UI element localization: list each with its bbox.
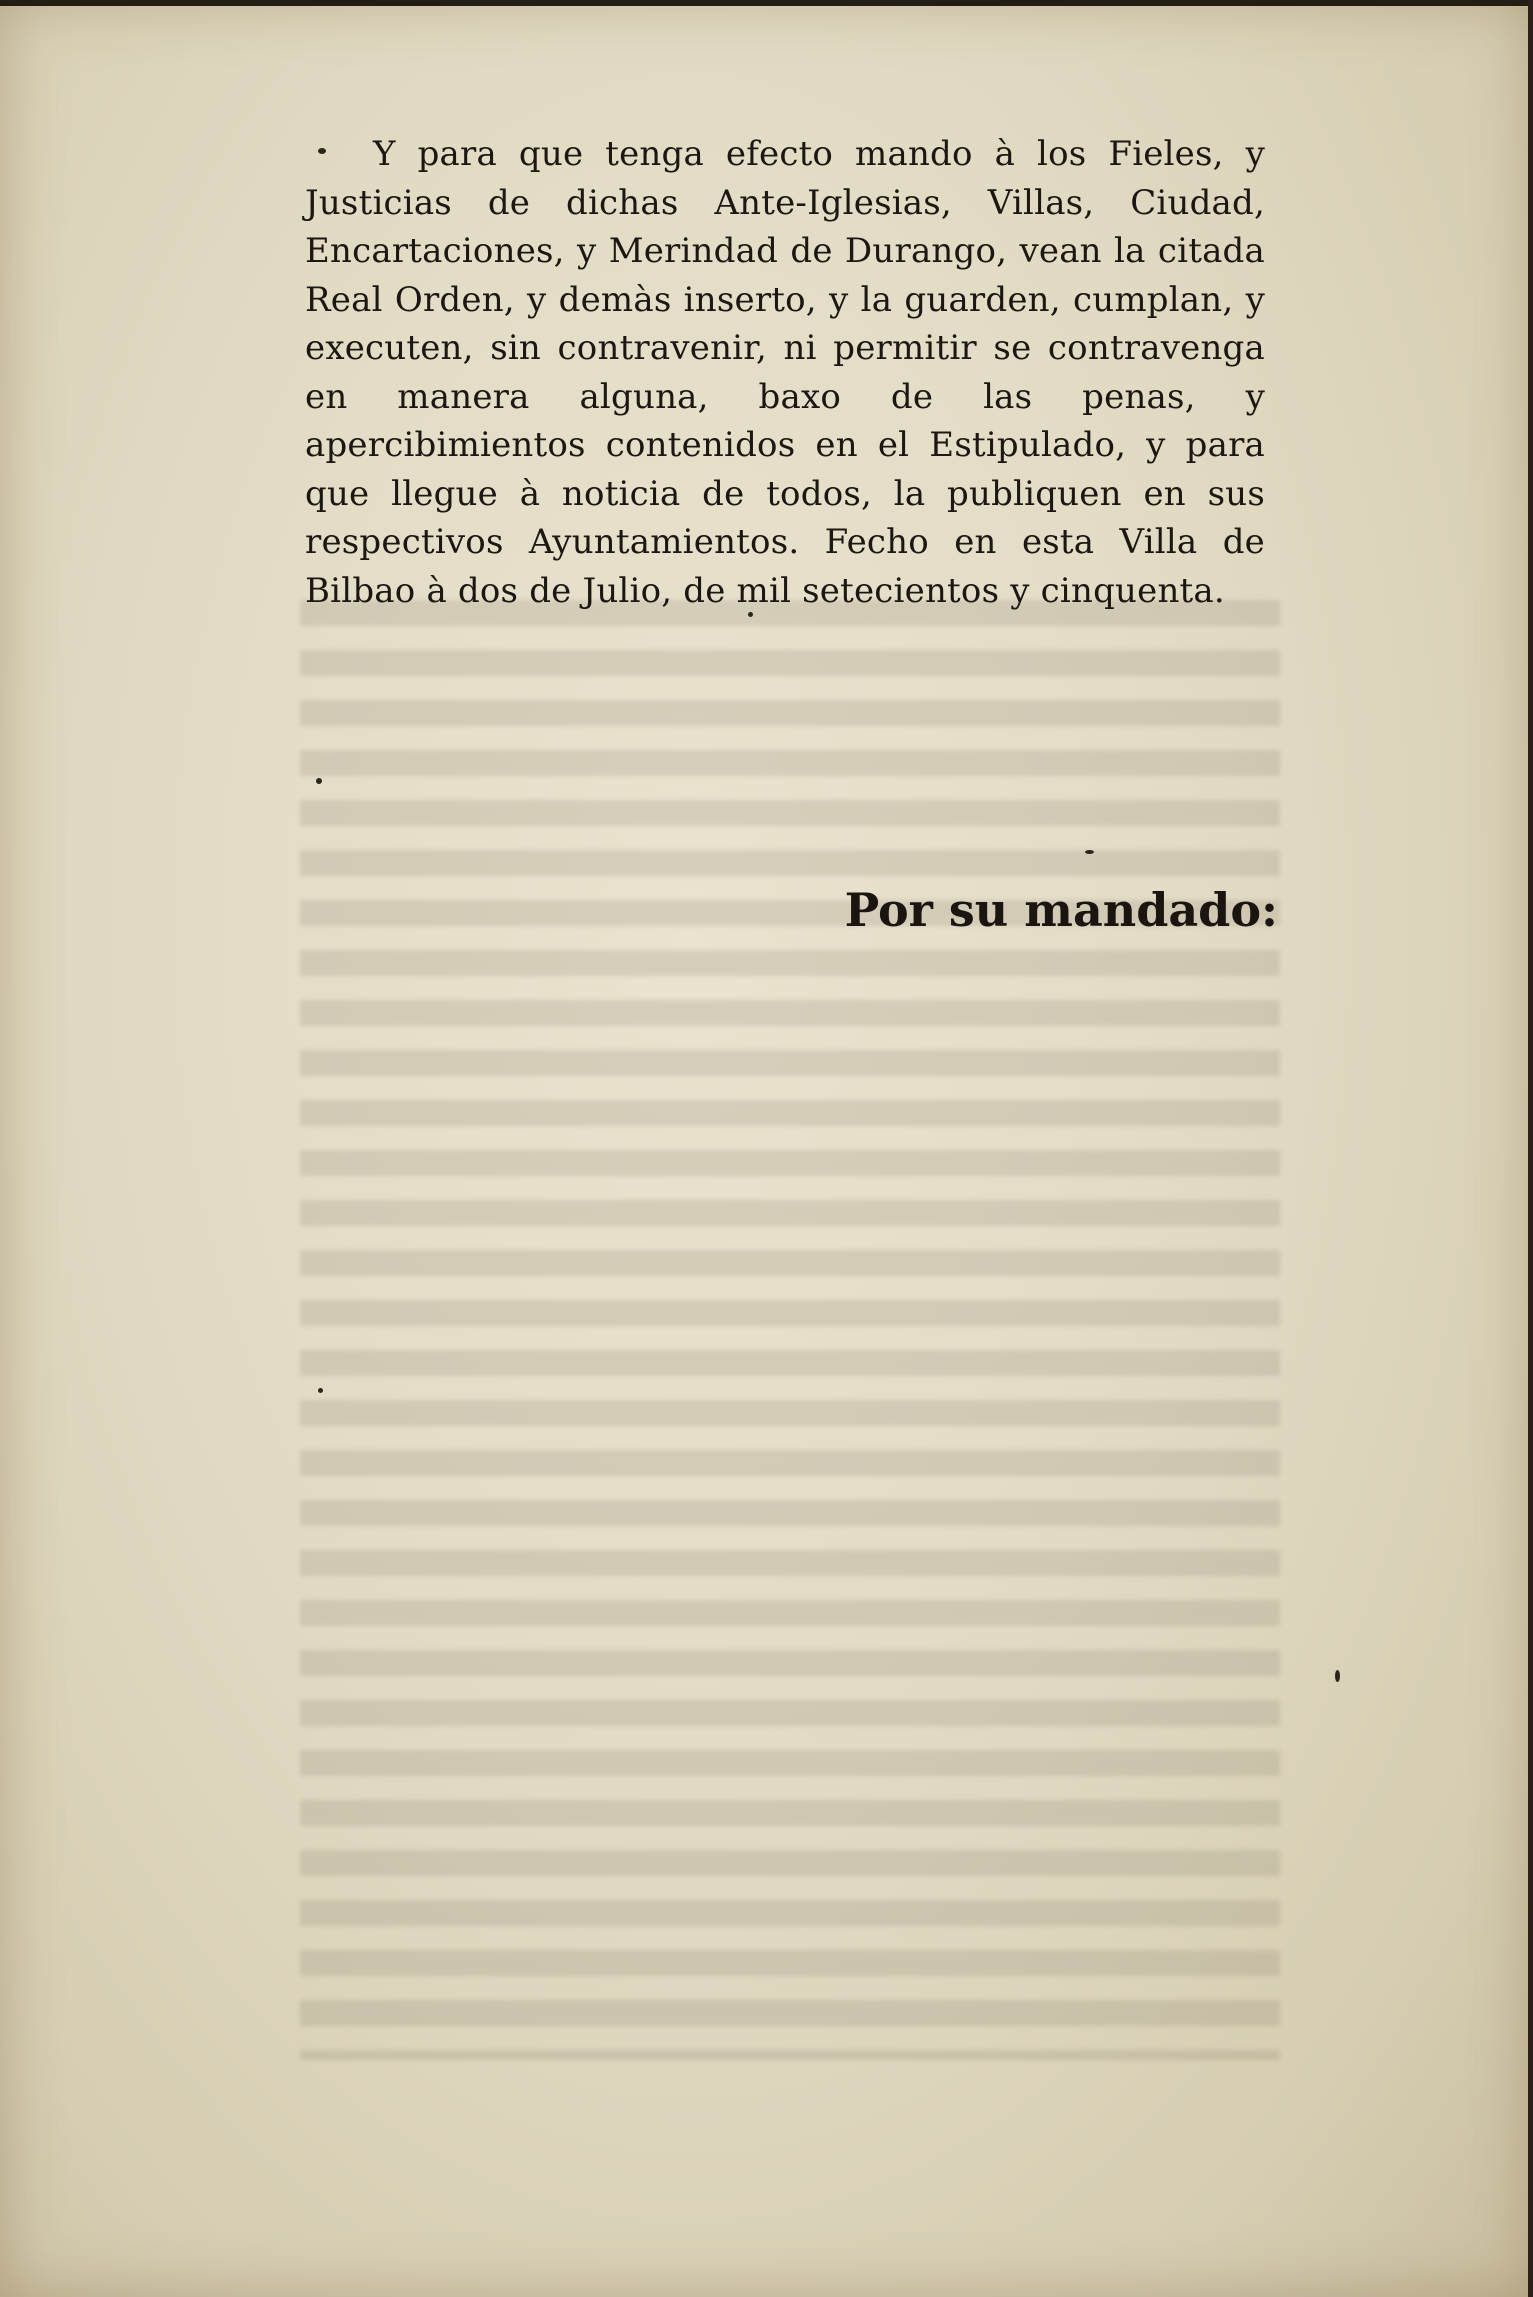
page-right-edge	[1528, 0, 1533, 2297]
ink-speck	[1335, 1670, 1340, 1682]
show-through-text	[300, 600, 1280, 2060]
ink-speck	[318, 148, 326, 154]
signature-line: Por su mandado:	[844, 883, 1278, 937]
ink-speck	[748, 612, 753, 617]
ink-speck	[1085, 850, 1094, 854]
ink-speck	[316, 778, 322, 784]
page-top-edge	[0, 0, 1533, 6]
ink-speck	[318, 1388, 323, 1393]
decree-paragraph: Y para que tenga efecto mando à los Fieles, y Justicias de dichas Ante-Iglesias, Villas, Ciudad, Encartaciones, y Merindad de Durango, vean la citada Real Orden, y demàs inserto, y la guarden, cumplan, y executen, sin contravenir, ni permitir se contravenga en manera alguna, baxo de las penas, y apercibimientos contenidos en el Estipulado, y para que llegue à noticia de todos, la publiquen en sus respectivos Ayuntamientos. Fecho en esta Villa de Bilbao à dos de Julio, de mil setecientos y cinquenta.	[305, 134, 1265, 611]
